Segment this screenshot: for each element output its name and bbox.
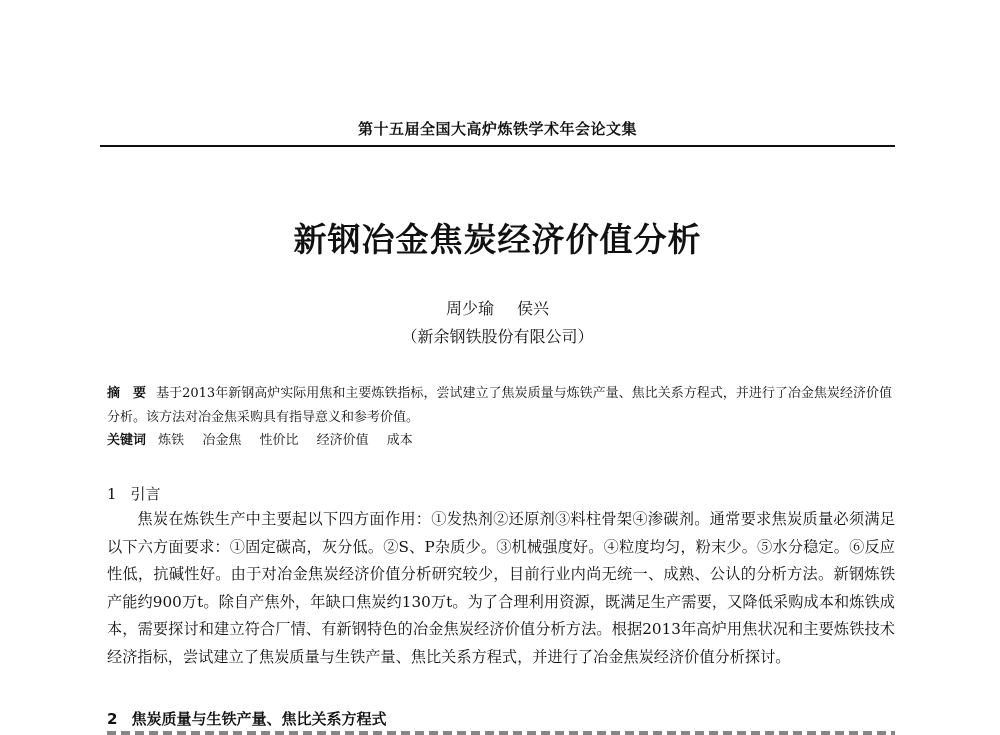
paper-title: 新钢冶金焦炭经济价值分析 <box>293 220 702 259</box>
header-rule <box>100 145 895 147</box>
keyword: 经济价值 <box>316 433 369 448</box>
author-name: 周少瑜 <box>445 299 494 318</box>
authors <box>100 296 895 319</box>
section-number: 1 <box>107 485 117 503</box>
abstract <box>107 382 892 430</box>
section-heading-relationship <box>107 708 386 729</box>
cutoff-text-line <box>107 731 895 735</box>
section-heading-introduction <box>107 483 161 504</box>
section-title: 引言 <box>130 485 161 503</box>
running-header: 第十五届全国大高炉炼铁学术年会论文集 <box>357 120 637 138</box>
abstract-text: 基于2013年新钢高炉实际用焦和主要炼铁指标，尝试建立了焦炭质量与炼铁产量、焦比关系方程式，并进行了冶金焦炭经济价值分析。该方法对冶金焦采购具有指导意义和参考价值。 <box>107 386 892 425</box>
keyword: 炼铁 <box>158 433 185 448</box>
section-number: 2 <box>107 710 118 728</box>
keywords-label: 关键词 <box>107 433 147 448</box>
body-paragraph: 焦炭在炼铁生产中主要起以下四方面作用：①发热剂②还原剂③料柱骨架④渗碳剂。通常要求焦炭质量必须满足以下六方面要求：①固定碳高，灰分低。②S、P杂质少。③机械强度好。④粒度均匀，粉末少。⑤水分稳定。⑥反应性低，抗碱性好。由于对冶金焦炭经济价值分析研究较少，目前行业内尚无统一、成熟、公认的分析方法。新钢炼铁产能约900万t。除自产焦外，年缺口焦炭约130万t。为了合理利用资源，既满足生产需要，又降低采购成本和炼铁成本，需要探讨和建立符合厂情、有新钢特色的冶金焦炭经济价值分析方法。根据2013年高炉用焦状况和主要炼铁技术经济指标，尝试建立了焦炭质量与生铁产量、焦比关系方程式，并进行了冶金焦炭经济价值分析探讨。 <box>107 510 895 666</box>
author-name: 侯兴 <box>517 299 550 318</box>
keywords <box>107 430 892 452</box>
keyword: 冶金焦 <box>202 433 242 448</box>
keyword: 成本 <box>386 433 413 448</box>
abstract-label: 摘 要 <box>107 386 147 401</box>
keyword: 性价比 <box>259 433 299 448</box>
section-title: 焦炭质量与生铁产量、焦比关系方程式 <box>131 710 387 728</box>
affiliation: （新余钢铁股份有限公司） <box>401 327 594 346</box>
